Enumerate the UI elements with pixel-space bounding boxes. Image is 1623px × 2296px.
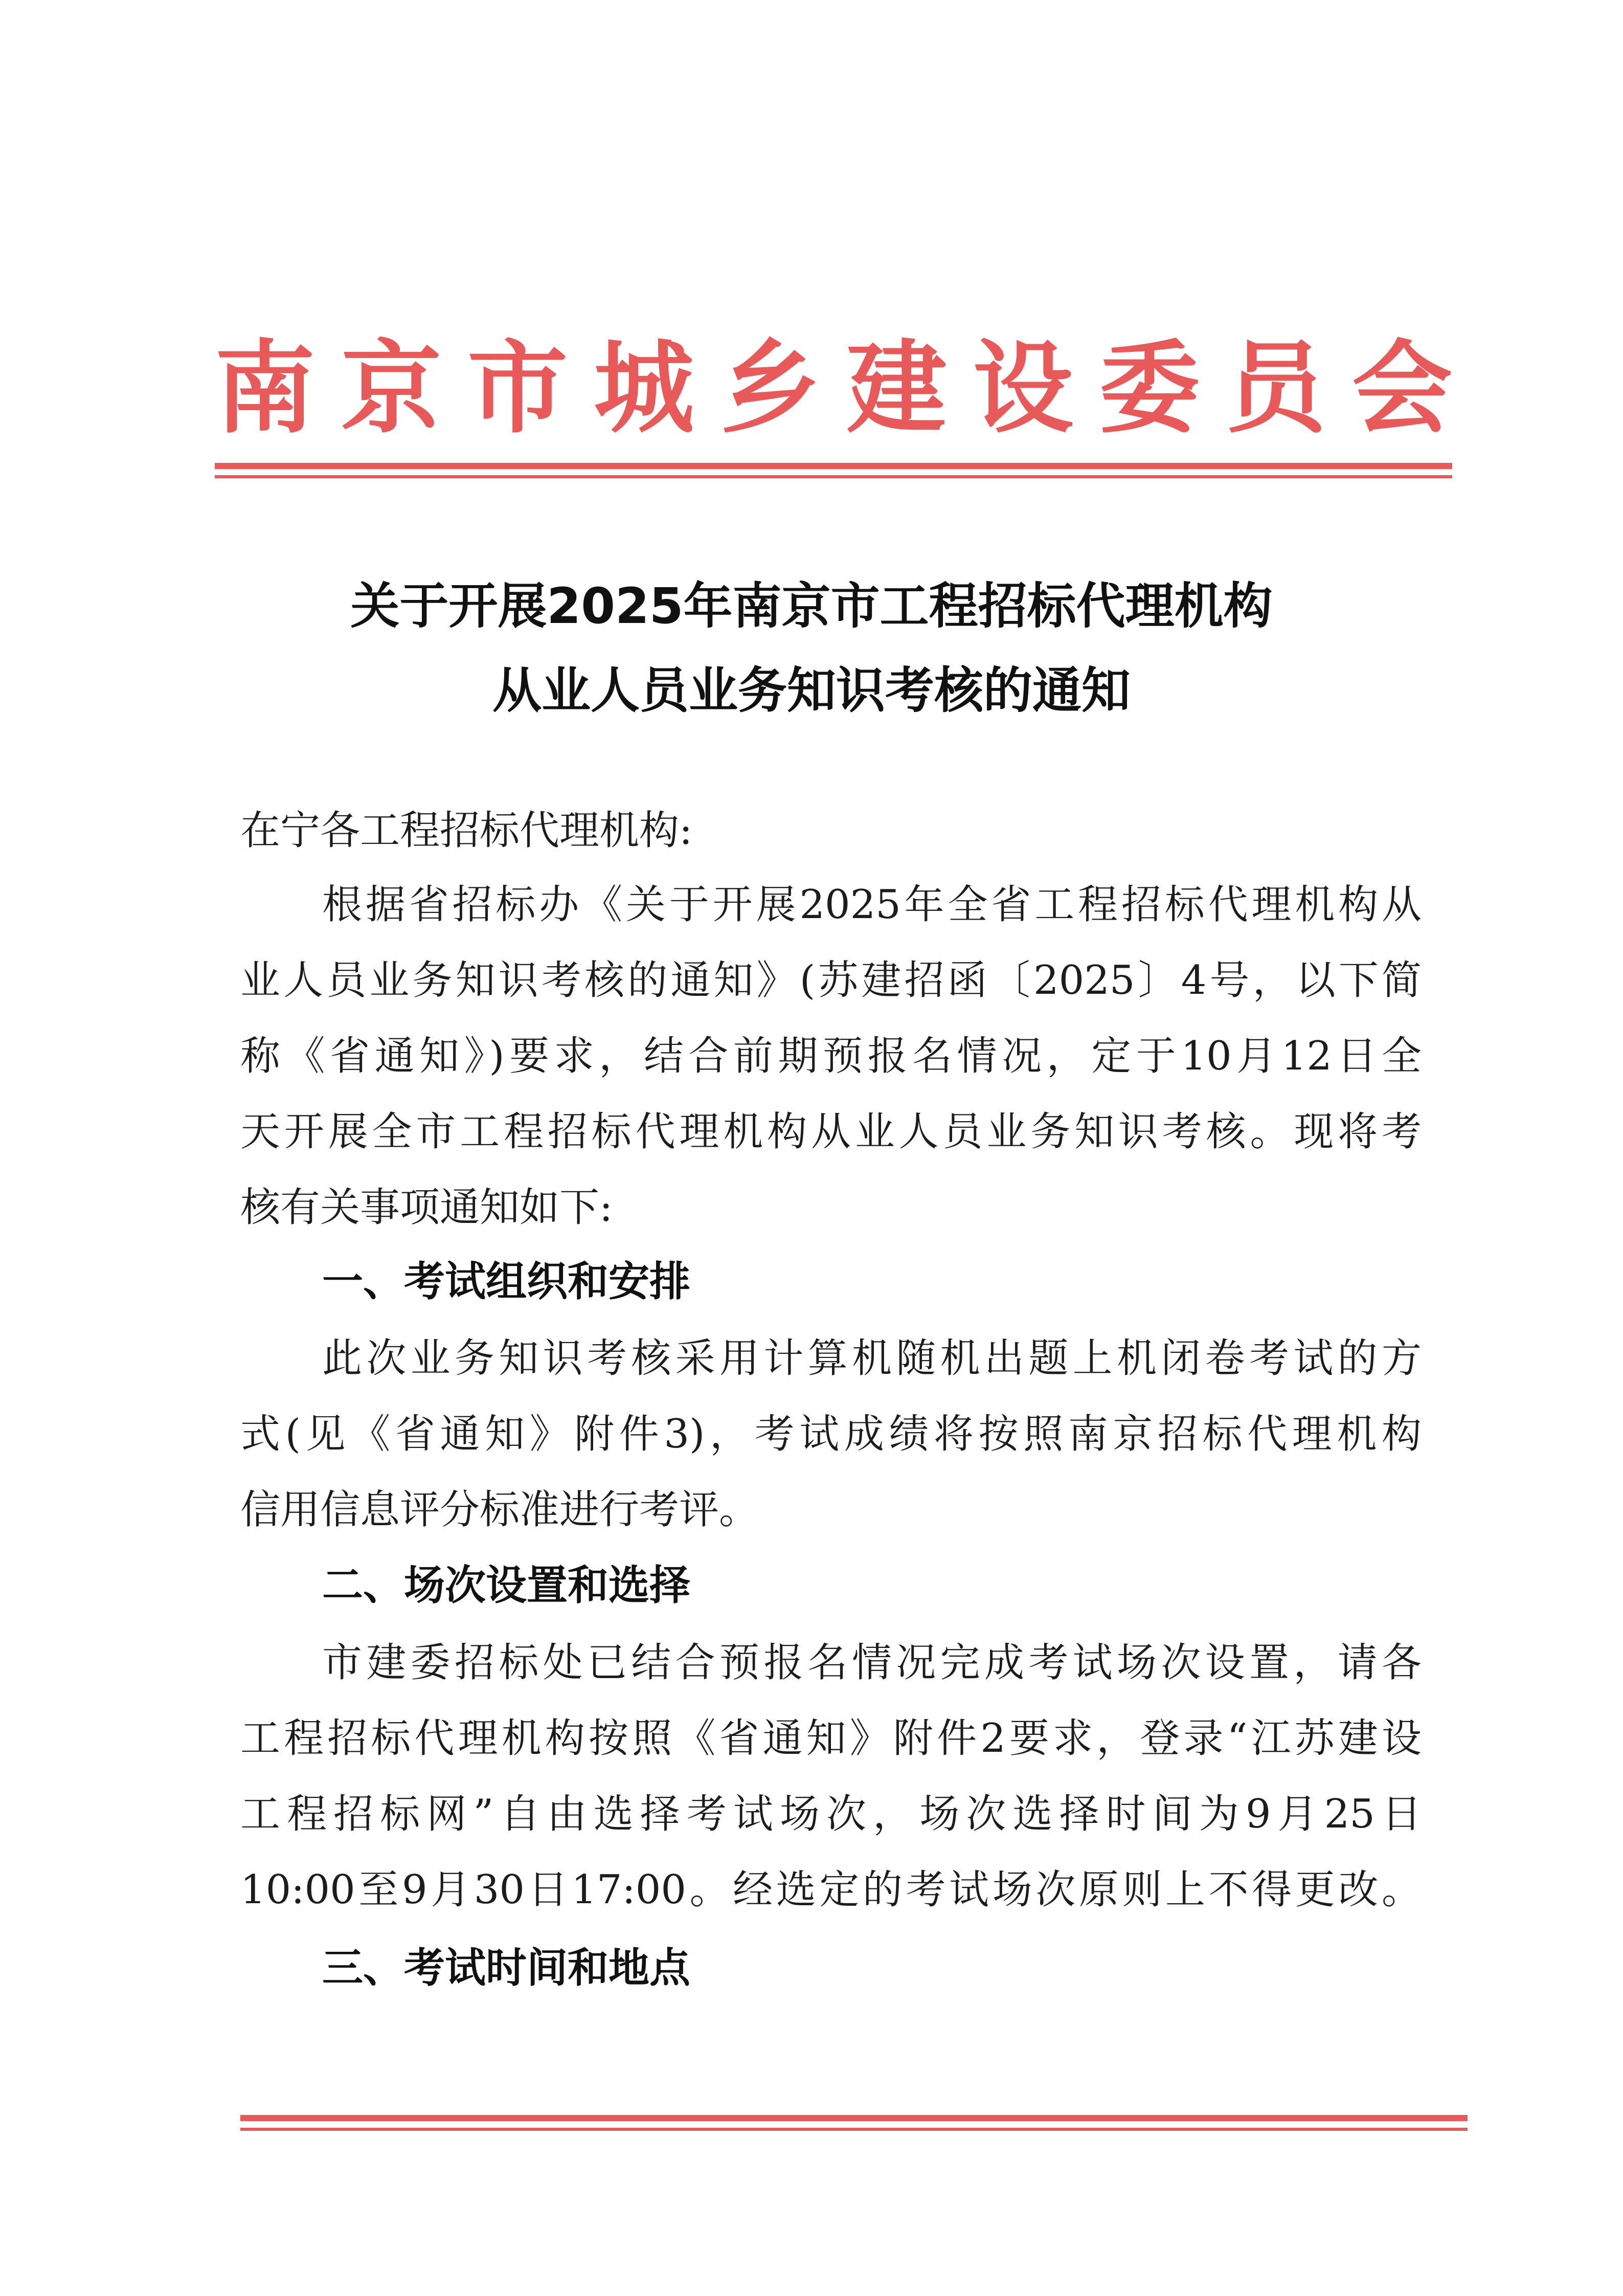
header-char: 乡 <box>720 330 821 447</box>
header-char: 京 <box>341 330 442 447</box>
header-red-rule-thick <box>215 463 1452 469</box>
document-title-line-1: 关于开展2025年南京市工程招标代理机构 <box>350 577 1273 635</box>
header-char: 委 <box>1099 330 1200 447</box>
footer-red-rule-thick <box>240 2115 1468 2121</box>
header-char: 建 <box>846 330 947 447</box>
section-2-line: 工程招标网”自由选择考试场次，场次选择时间为9月25日 <box>240 1791 1422 1837</box>
header-char: 设 <box>973 330 1073 447</box>
section-1-line: 信用信息评分标准进行考评。 <box>240 1487 759 1533</box>
section-1-line: 式(见《省通知》附件3)，考试成绩将按照南京招标代理机构 <box>240 1411 1422 1457</box>
section-1-line: 此次业务知识考核采用计算机随机出题上机闭卷考试的方 <box>322 1335 1422 1381</box>
document-title-line-2: 从业人员业务知识考核的通知 <box>492 662 1131 719</box>
header-char: 市 <box>467 330 568 447</box>
intro-line: 业人员业务知识考核的通知》(苏建招函〔2025〕4号，以下简 <box>240 957 1422 1004</box>
header-char: 会 <box>1351 330 1452 447</box>
intro-line: 称《省通知》)要求，结合前期预报名情况，定于10月12日全 <box>240 1033 1422 1079</box>
section-3-heading: 三、考试时间和地点 <box>322 1944 690 1992</box>
intro-line: 核有关事项通知如下: <box>240 1185 613 1231</box>
section-2-line: 市建委招标处已结合预报名情况完成考试场次设置，请各 <box>322 1640 1422 1686</box>
header-char: 员 <box>1225 330 1326 447</box>
issuing-authority-header <box>215 327 1452 450</box>
section-2-heading: 二、场次设置和选择 <box>322 1562 690 1609</box>
intro-line: 天开展全市工程招标代理机构从业人员业务知识考核。现将考 <box>240 1109 1422 1155</box>
section-2-line: 工程招标代理机构按照《省通知》附件2要求，登录“江苏建设 <box>240 1715 1422 1762</box>
salutation: 在宁各工程招标代理机构: <box>240 808 693 854</box>
section-1-heading: 一、考试组织和安排 <box>322 1258 690 1305</box>
header-char: 南 <box>215 330 315 447</box>
header-red-rule-thin <box>215 475 1452 478</box>
section-2-line: 10:00至9月30日17:00。经选定的考试场次原则上不得更改。 <box>240 1867 1422 1913</box>
intro-line: 根据省招标办《关于开展2025年全省工程招标代理机构从 <box>322 882 1422 928</box>
header-char: 城 <box>594 330 694 447</box>
footer-red-rule-thin <box>240 2128 1468 2131</box>
